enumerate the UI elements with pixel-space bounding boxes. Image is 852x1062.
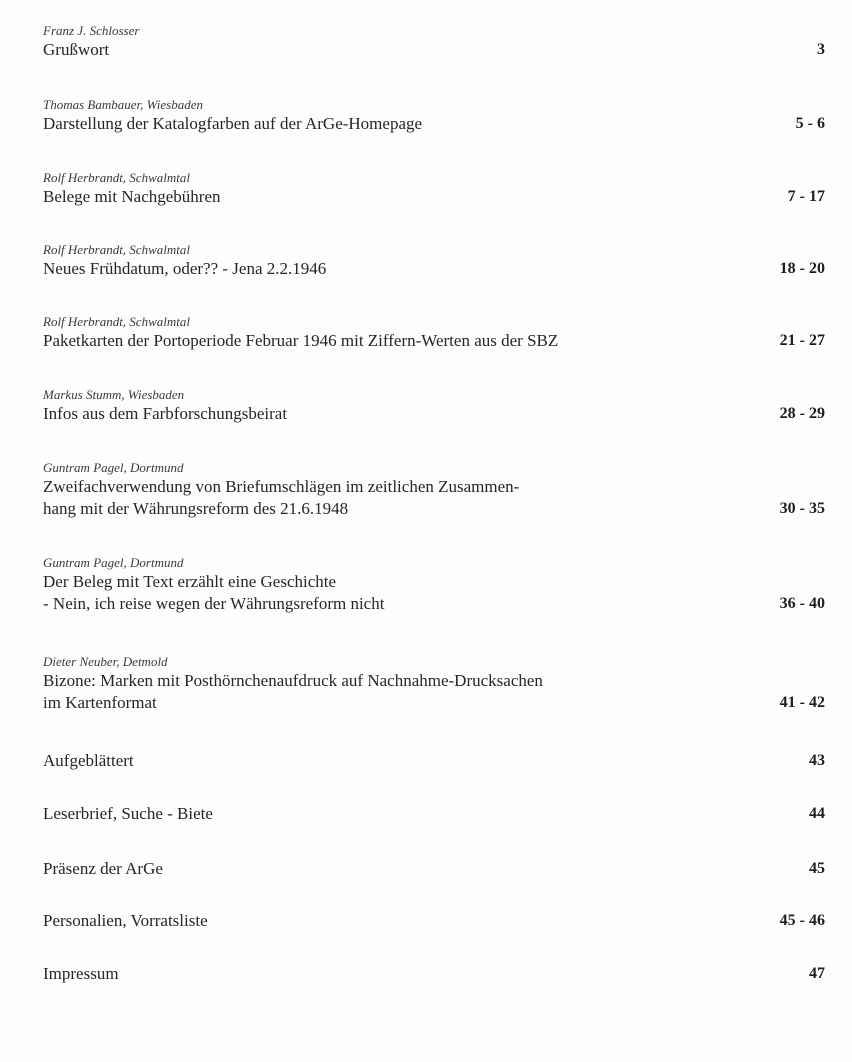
toc-title-line: - Nein, ich reise wegen der Währungsreform nicht [43,594,385,613]
toc-entry [43,803,825,825]
toc-pages: 47 [809,965,825,982]
toc-entry [43,170,825,208]
toc-title [43,258,326,280]
toc-pages: 45 - 46 [779,912,825,929]
toc-title [43,330,558,352]
toc-author: Guntram Pagel, Dortmund [43,460,184,475]
toc-title-line: Leserbrief, Suche - Biete [43,804,213,823]
toc-title-line: Neues Frühdatum, oder?? - Jena 2.2.1946 [43,259,327,278]
toc-pages: 21 - 27 [779,332,825,349]
toc-title-line: im Kartenformat [43,693,157,712]
toc-pages: 18 - 20 [779,260,825,277]
toc-entry [43,555,825,615]
toc-title-line: Belege mit Nachgebühren [43,187,221,206]
toc-author: Dieter Neuber, Detmold [43,654,168,669]
toc-title [43,963,119,985]
toc-author: Rolf Herbrandt, Schwalmtal [43,314,190,329]
toc-title [43,750,134,772]
toc-pages: 3 [817,41,825,58]
toc-entry [43,910,825,932]
toc-pages: 44 [809,805,825,822]
toc-pages: 7 - 17 [787,188,825,205]
toc-title-line: Paketkarten der Portoperiode Februar 1946 mit Ziffern-Werten aus der SBZ [43,331,559,350]
toc-pages: 41 - 42 [779,694,825,711]
toc-pages: 43 [809,752,825,769]
toc-pages: 5 - 6 [795,115,825,132]
toc-title-line: hang mit der Währungsreform des 21.6.1948 [43,499,349,518]
toc-title [43,403,287,425]
toc-title-line: Präsenz der ArGe [43,859,163,878]
toc-entry [43,963,825,985]
toc-author: Rolf Herbrandt, Schwalmtal [43,170,190,185]
toc-author: Markus Stumm, Wiesbaden [43,387,185,402]
toc-title [43,113,422,135]
toc-entry [43,314,825,352]
toc-title-line: Darstellung der Katalogfarben auf der ArGe-Homepage [43,114,423,133]
toc-author: Thomas Bambauer, Wiesbaden [43,97,203,112]
toc-title-line: Grußwort [43,40,110,59]
toc-title [43,910,208,932]
toc-title-line: Impressum [43,964,119,983]
toc-title-line: Bizone: Marken mit Posthörnchenaufdruck auf Nachnahme-Drucksachen [43,671,543,690]
toc-entry [43,97,825,135]
toc-title [43,39,109,61]
toc-title [43,803,213,825]
toc-author: Rolf Herbrandt, Schwalmtal [43,242,190,257]
toc-title-line: Aufgeblättert [43,751,134,770]
toc-pages: 36 - 40 [779,595,825,612]
toc-pages: 28 - 29 [779,405,825,422]
toc-title-line: Personalien, Vorratsliste [43,911,208,930]
toc-pages: 45 [809,860,825,877]
toc-title-line: Der Beleg mit Text erzählt eine Geschichte [43,572,337,591]
toc-title [43,670,543,714]
toc-entry [43,242,825,280]
toc-pages: 30 - 35 [779,500,825,517]
toc-entry [43,750,825,772]
toc-title [43,186,221,208]
toc-title-line: Infos aus dem Farbforschungsbeirat [43,404,288,423]
toc-title [43,571,384,615]
toc-entry [43,23,825,61]
toc-entry [43,460,825,520]
toc-title [43,476,519,520]
toc-title [43,858,163,880]
toc-entry [43,654,825,714]
toc-author: Guntram Pagel, Dortmund [43,555,184,570]
toc-entry [43,858,825,880]
toc-title-line: Zweifachverwendung von Briefumschlägen im zeitlichen Zusammen- [43,477,520,496]
toc-author: Franz J. Schlosser [43,23,140,38]
toc-entry [43,387,825,425]
